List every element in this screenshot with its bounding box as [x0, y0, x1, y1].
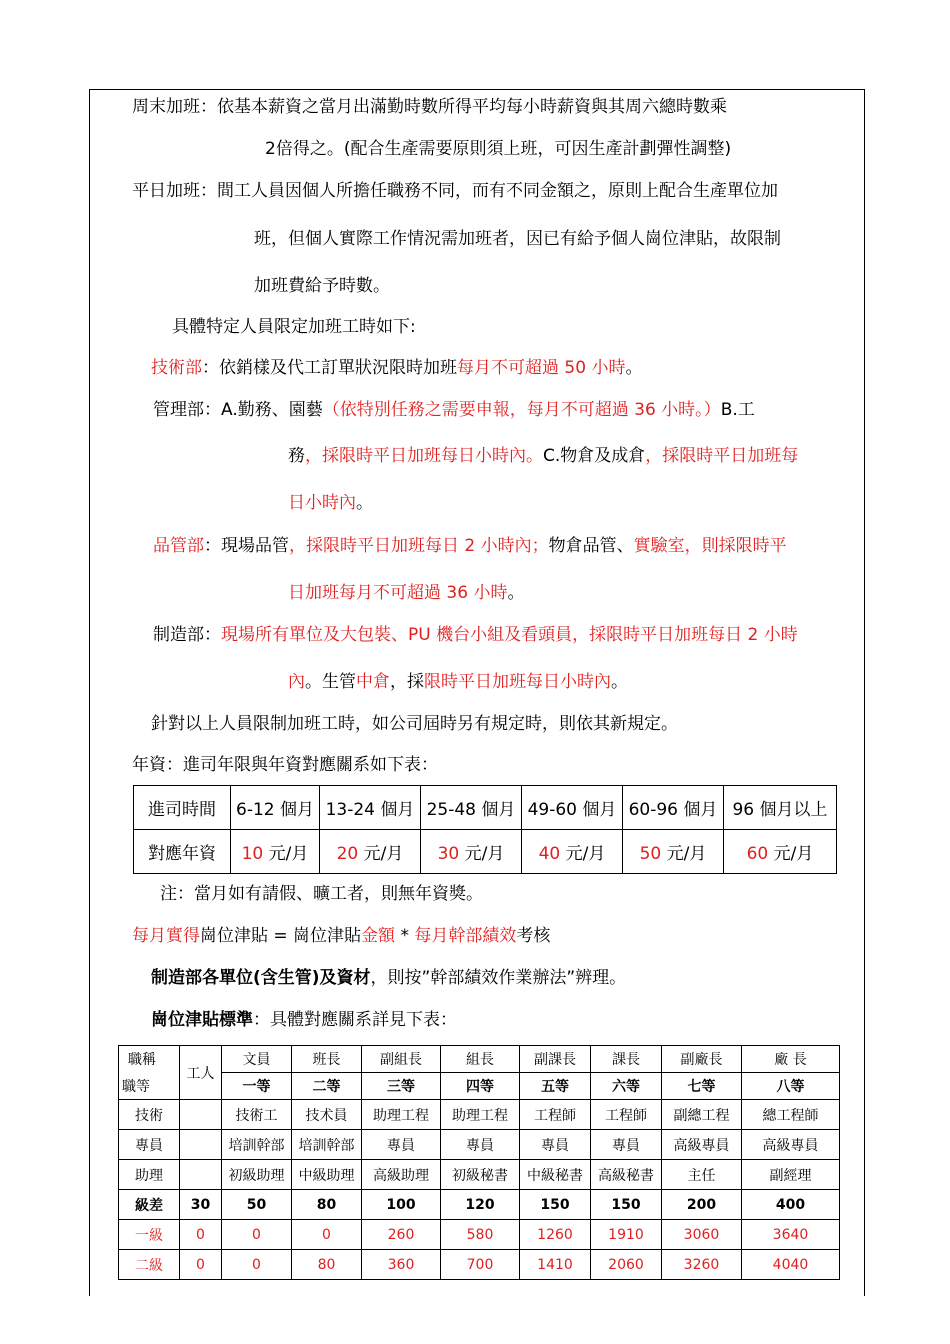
table-cell: 培訓幹部 — [292, 1130, 362, 1160]
table-cell: 助理 — [119, 1160, 180, 1190]
qc-dept-line-1: 品管部：現場品管，採限時平日加班每日 2 小時內；物倉品管、實驗室，則採限時平 — [153, 536, 787, 556]
table-cell: 400 — [742, 1190, 840, 1220]
table-cell: 580 — [441, 1220, 520, 1250]
table-cell: 0 — [180, 1250, 222, 1280]
allowance-formula: 每月實得崗位津貼 = 崗位津貼金額 * 每月幹部績效考核 — [132, 926, 551, 946]
mgmt-dept-line-1: 管理部：A.勤務、園藝（依特別任務之需要申報，每月不可超過 36 小時。）B.工 — [153, 400, 755, 420]
table-cell: 2060 — [591, 1250, 662, 1280]
table-cell: 專員 — [520, 1130, 591, 1160]
table-cell: 1260 — [520, 1220, 591, 1250]
table-cell: 副廠長 — [662, 1046, 742, 1073]
table-cell: 0 — [222, 1220, 292, 1250]
grade-header-cell: 職等 — [119, 1073, 180, 1100]
table-cell: 七等 — [662, 1073, 742, 1100]
table-cell: 3260 — [662, 1250, 742, 1280]
table-cell: 0 — [292, 1220, 362, 1250]
table-cell: 6-12 個月 — [231, 786, 320, 830]
table-cell: 高級專員 — [662, 1130, 742, 1160]
table-cell: 一級 — [119, 1220, 180, 1250]
table-cell: 25-48 個月 — [421, 786, 522, 830]
table-row — [119, 1220, 840, 1250]
seniority-title: 年資：進司年限與年資對應關系如下表： — [132, 755, 438, 775]
table-row — [134, 786, 837, 830]
table-cell: 工程師 — [520, 1100, 591, 1130]
table-cell: 助理工程 — [362, 1100, 441, 1130]
table-cell: 培訓幹部 — [222, 1130, 292, 1160]
mfg-dept-line-1: 制造部：現場所有單位及大包裝、PU 機台小組及看頭員，採限時平日加班每日 2 小時 — [153, 625, 798, 645]
table-cell: 60 元/月 — [724, 830, 837, 874]
table-cell: 五等 — [520, 1073, 591, 1100]
table-cell: 96 個月以上 — [724, 786, 837, 830]
table-cell: 副課長 — [520, 1046, 591, 1073]
weekday-overtime-line-1: 平日加班：間工人員因個人所擔任職務不同，而有不同金額之，原則上配合生產單位加 — [132, 181, 778, 201]
table-cell: 80 — [292, 1190, 362, 1220]
table-cell: 700 — [441, 1250, 520, 1280]
qc-dept-line-2: 日加班每月不可超過 36 小時。 — [288, 583, 525, 603]
table-cell: 技術工 — [222, 1100, 292, 1130]
mgmt-dept-line-2: 務，採限時平日加班每日小時內。C.物倉及成倉，採限時平日加班每 — [288, 446, 799, 466]
table-cell: 二級 — [119, 1250, 180, 1280]
table-cell: 班長 — [292, 1046, 362, 1073]
table-cell: 260 — [362, 1220, 441, 1250]
table-cell: 150 — [520, 1190, 591, 1220]
table-cell: 工程師 — [591, 1100, 662, 1130]
table-cell — [180, 1160, 222, 1190]
table-cell: 高級秘書 — [591, 1160, 662, 1190]
table-cell: 專員 — [441, 1130, 520, 1160]
table-cell: 四等 — [441, 1073, 520, 1100]
tech-dept-line: 技術部：依銷樣及代工訂單狀況限時加班每月不可超過 50 小時。 — [151, 358, 643, 378]
allowance-title: 崗位津貼標準：具體對應關系詳見下表： — [151, 1010, 457, 1030]
weekday-overtime-line-2: 班，但個人實際工作情況需加班者，因已有給予個人崗位津貼，故限制 — [254, 229, 781, 249]
table-cell: 150 — [591, 1190, 662, 1220]
table-cell: 13-24 個月 — [320, 786, 421, 830]
weekend-overtime-line-1: 周末加班：依基本薪資之當月出滿勤時數所得平均每小時薪資與其周六總時數乘 — [132, 97, 727, 117]
weekday-overtime-line-3: 加班費給予時數。 — [254, 276, 390, 296]
specific-personnel-heading: 具體特定人員限定加班工時如下: — [172, 317, 416, 337]
table-cell: 一等 — [222, 1073, 292, 1100]
table-cell: 初級助理 — [222, 1160, 292, 1190]
table-cell: 60-96 個月 — [623, 786, 724, 830]
table-cell: 文員 — [222, 1046, 292, 1073]
table-cell: 1410 — [520, 1250, 591, 1280]
table-cell: 課長 — [591, 1046, 662, 1073]
table-cell: 40 元/月 — [522, 830, 623, 874]
seniority-note: 注：當月如有請假、曠工者，則無年資獎。 — [160, 884, 483, 904]
mfg-performance-note: 制造部各單位(含生管)及資材，則按”幹部績效作業辦法”辨理。 — [151, 968, 627, 988]
table-cell: 100 — [362, 1190, 441, 1220]
table-cell: 30 元/月 — [421, 830, 522, 874]
table-cell: 49-60 個月 — [522, 786, 623, 830]
table-cell: 中級秘書 — [520, 1160, 591, 1190]
table-cell — [180, 1100, 222, 1130]
table-row — [119, 1190, 840, 1220]
table-row — [119, 1100, 840, 1130]
table-cell: 360 — [362, 1250, 441, 1280]
table-cell: 主任 — [662, 1160, 742, 1190]
table-row — [119, 1130, 840, 1160]
allowance-table — [118, 1045, 840, 1280]
table-cell: 副組長 — [362, 1046, 441, 1073]
table-cell: 廠 長 — [742, 1046, 840, 1073]
title-header-cell: 職稱 — [119, 1046, 180, 1073]
seniority-table — [133, 785, 837, 874]
table-cell: 0 — [222, 1250, 292, 1280]
table-cell: 組長 — [441, 1046, 520, 1073]
table-cell: 技术員 — [292, 1100, 362, 1130]
mfg-dept-line-2: 內。生管中倉，採限時平日加班每日小時內。 — [288, 672, 628, 692]
table-cell: 三等 — [362, 1073, 441, 1100]
table-cell: 對應年資 — [134, 830, 231, 874]
table-row — [119, 1250, 840, 1280]
table-cell: 3060 — [662, 1220, 742, 1250]
table-cell: 級差 — [119, 1190, 180, 1220]
table-cell: 1910 — [591, 1220, 662, 1250]
table-cell: 專員 — [119, 1130, 180, 1160]
table-cell: 20 元/月 — [320, 830, 421, 874]
worker-cell: 工人 — [180, 1046, 222, 1100]
table-cell: 30 — [180, 1190, 222, 1220]
table-cell: 二等 — [292, 1073, 362, 1100]
table-cell: 中級助理 — [292, 1160, 362, 1190]
table-cell: 4040 — [742, 1250, 840, 1280]
table-cell: 50 — [222, 1190, 292, 1220]
table-cell: 專員 — [591, 1130, 662, 1160]
mgmt-dept-line-3: 日小時內。 — [288, 493, 373, 513]
table-row — [119, 1160, 840, 1190]
table-cell: 八等 — [742, 1073, 840, 1100]
table-cell: 120 — [441, 1190, 520, 1220]
table-cell: 80 — [292, 1250, 362, 1280]
table-cell: 副總工程 — [662, 1100, 742, 1130]
table-cell: 0 — [180, 1220, 222, 1250]
table-cell: 技術 — [119, 1100, 180, 1130]
table-cell: 助理工程 — [441, 1100, 520, 1130]
table-cell: 50 元/月 — [623, 830, 724, 874]
table-cell — [180, 1130, 222, 1160]
table-cell: 高級助理 — [362, 1160, 441, 1190]
table-cell: 10 元/月 — [231, 830, 320, 874]
table-cell: 初級秘書 — [441, 1160, 520, 1190]
table-cell: 進司時間 — [134, 786, 231, 830]
table-cell: 高級專員 — [742, 1130, 840, 1160]
table-row — [119, 1073, 840, 1100]
table-cell: 六等 — [591, 1073, 662, 1100]
table-cell: 總工程師 — [742, 1100, 840, 1130]
table-cell: 專員 — [362, 1130, 441, 1160]
table-row — [134, 830, 837, 874]
table-cell: 副經理 — [742, 1160, 840, 1190]
table-cell: 3640 — [742, 1220, 840, 1250]
overtime-rule-note: 針對以上人員限制加班工時，如公司屆時另有規定時，則依其新規定。 — [151, 714, 678, 734]
table-row — [119, 1046, 840, 1073]
weekend-overtime-line-2: 2倍得之。(配合生產需要原則須上班，可因生產計劃彈性調整) — [265, 139, 732, 159]
table-cell: 200 — [662, 1190, 742, 1220]
